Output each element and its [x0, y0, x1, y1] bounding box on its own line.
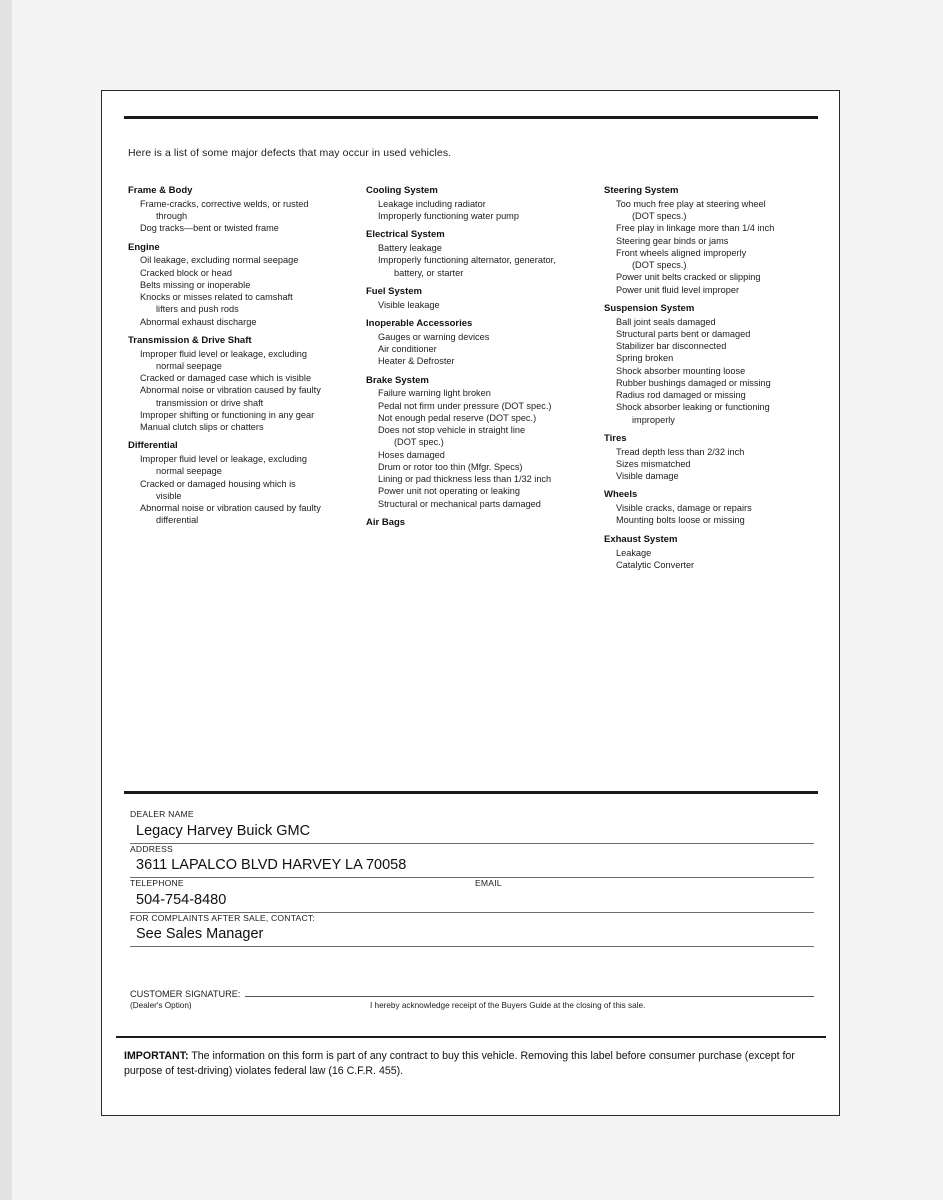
defect-item-text: Catalytic Converter	[616, 559, 695, 570]
defect-item-continuation: lifters and push rods	[156, 304, 239, 315]
important-notice	[124, 1049, 814, 1080]
defect-item	[604, 284, 818, 296]
defect-item-text: Visible leakage	[378, 299, 440, 310]
defect-item	[604, 222, 818, 234]
defect-item-continuation: (DOT specs.)	[632, 260, 687, 271]
defect-item	[128, 316, 366, 328]
defect-item-text: Shock absorber leaking or functioning	[616, 402, 770, 413]
defect-item	[366, 210, 604, 222]
defect-item	[604, 389, 818, 401]
defect-item	[604, 316, 818, 328]
dealer-name-field[interactable]	[130, 809, 814, 844]
defect-item	[128, 348, 366, 372]
defect-item-continuation: transmission or drive shaft	[156, 397, 264, 408]
defect-group-heading: Suspension System	[604, 302, 695, 314]
defect-group-heading: Cooling System	[366, 185, 438, 196]
defect-item-continuation: differential	[156, 515, 199, 526]
defect-item-text: Steering gear binds or jams	[616, 235, 729, 246]
defect-item-continuation: improperly	[632, 414, 675, 425]
defect-item	[366, 400, 604, 412]
defect-item	[128, 198, 366, 222]
defect-item-text: Improperly functioning water pump	[378, 211, 519, 222]
telephone-field[interactable]	[130, 878, 814, 913]
defect-item	[366, 424, 604, 448]
defect-item-text: Failure warning light broken	[378, 388, 491, 399]
defect-item	[366, 331, 604, 343]
defect-item-text: Air conditioner	[378, 344, 437, 355]
email-label: EMAIL	[475, 878, 502, 889]
defect-item-text: Visible cracks, damage or repairs	[616, 503, 752, 514]
defect-item	[128, 453, 366, 477]
defect-item	[128, 372, 366, 384]
defect-item-text: Radius rod damaged or missing	[616, 390, 746, 401]
defect-item	[128, 267, 366, 279]
left-margin-strip	[0, 0, 12, 1200]
defect-item	[366, 412, 604, 424]
defect-item-continuation: visible	[156, 490, 182, 501]
defect-item	[128, 254, 366, 266]
defect-item-continuation: normal seepage	[156, 466, 222, 477]
defect-item-text: Gauges or warning devices	[378, 331, 490, 342]
defect-item	[604, 446, 818, 458]
defect-item	[366, 299, 604, 311]
defect-item	[604, 514, 818, 526]
customer-signature-label: CUSTOMER SIGNATURE:	[130, 989, 241, 999]
important-lead: IMPORTANT:	[124, 1050, 189, 1062]
defect-item-text: Improper fluid level or leakage, excluding	[140, 454, 307, 465]
defect-item-text: Abnormal exhaust discharge	[140, 316, 257, 327]
defect-item	[366, 498, 604, 510]
address-value: 3611 LAPALCO BLVD HARVEY LA 70058	[136, 857, 407, 874]
signature-rule[interactable]	[245, 995, 814, 997]
complaints-field[interactable]	[130, 913, 814, 948]
defect-group-heading: Wheels	[604, 489, 638, 501]
defect-item-text: Structural parts bent or damaged	[616, 328, 751, 339]
defect-item-text: Spring broken	[616, 353, 674, 364]
defect-item	[366, 461, 604, 473]
signature-sub-row	[130, 1001, 814, 1010]
defect-item	[604, 401, 818, 425]
defect-item	[366, 485, 604, 497]
defect-item	[128, 384, 366, 408]
defect-item	[604, 198, 818, 222]
defect-item	[128, 291, 366, 315]
defect-item-text: Visible damage	[616, 471, 679, 482]
defect-group-heading: Steering System	[604, 185, 679, 196]
defect-item-text: Front wheels aligned improperly	[616, 247, 747, 258]
defect-item-continuation: battery, or starter	[394, 267, 464, 278]
defect-group-heading: Engine	[128, 241, 160, 253]
signature-line-row[interactable]	[130, 989, 814, 999]
defect-item-text: Stabilizer bar disconnected	[616, 341, 727, 352]
address-label: ADDRESS	[130, 843, 173, 854]
defect-item-text: Cracked or damaged housing which is	[140, 478, 296, 489]
defect-item-continuation: (DOT spec.)	[394, 437, 444, 448]
telephone-label: TELEPHONE	[130, 878, 184, 889]
defect-item-text: Not enough pedal reserve (DOT spec.)	[378, 412, 537, 423]
defects-columns	[128, 185, 818, 571]
defect-item-text: Abnormal noise or vibration caused by faulty	[140, 385, 321, 396]
defect-item-text: Belts missing or inoperable	[140, 279, 251, 290]
defect-item-text: Mounting bolts loose or missing	[616, 515, 745, 526]
defect-item-text: Manual clutch slips or chatters	[140, 422, 264, 433]
defect-item	[604, 559, 818, 571]
complaints-value: See Sales Manager	[136, 926, 264, 943]
middle-divider	[124, 791, 818, 794]
defects-column-1	[128, 185, 366, 571]
defect-item	[604, 365, 818, 377]
defect-group-heading: Fuel System	[366, 285, 422, 297]
defect-item-text: Drum or rotor too thin (Mfgr. Specs)	[378, 461, 523, 472]
defect-item	[604, 470, 818, 482]
defect-item	[604, 271, 818, 283]
defect-item-text: Power unit fluid level improper	[616, 284, 740, 295]
defect-item-text: Cracked block or head	[140, 267, 232, 278]
defect-item-text: Power unit not operating or leaking	[378, 486, 520, 497]
defect-item	[366, 254, 604, 278]
defect-item	[604, 235, 818, 247]
defect-item	[128, 279, 366, 291]
defect-group-heading: Electrical System	[366, 229, 445, 241]
buyers-guide-form	[101, 90, 840, 1116]
defects-column-3	[604, 185, 818, 571]
defect-item	[366, 242, 604, 254]
defect-item	[128, 502, 366, 526]
defect-item-text: Sizes mismatched	[616, 458, 691, 469]
defect-item-text: Battery leakage	[378, 243, 442, 254]
defect-item	[128, 409, 366, 421]
acknowledgement-note: I hereby acknowledge receipt of the Buyers Guide at the closing of this sale.	[370, 1001, 646, 1010]
complaints-label: FOR COMPLAINTS AFTER SALE, CONTACT:	[130, 912, 315, 923]
defect-item	[604, 340, 818, 352]
defect-item-text: Tread depth less than 2/32 inch	[616, 446, 745, 457]
defect-item-text: Hoses damaged	[378, 449, 445, 460]
defect-item	[604, 328, 818, 340]
defect-item	[604, 502, 818, 514]
defect-group-heading: Transmission & Drive Shaft	[128, 334, 252, 346]
defects-column-2	[366, 185, 604, 571]
address-field[interactable]	[130, 844, 814, 879]
top-divider	[124, 116, 818, 119]
defect-item-text: Shock absorber mounting loose	[616, 365, 746, 376]
defect-group-heading: Air Bags	[366, 516, 406, 528]
defect-item-text: Structural or mechanical parts damaged	[378, 498, 541, 509]
defect-item-text: Oil leakage, excluding normal seepage	[140, 255, 299, 266]
defect-item	[128, 478, 366, 502]
defect-item-text: Does not stop vehicle in straight line	[378, 425, 526, 436]
defect-item-text: Abnormal noise or vibration caused by faulty	[140, 503, 321, 514]
defect-group-heading: Inoperable Accessories	[366, 318, 473, 330]
bottom-divider	[116, 1036, 826, 1038]
defect-item	[128, 421, 366, 433]
defect-group-heading: Frame & Body	[128, 185, 193, 196]
defect-group-heading: Brake System	[366, 374, 429, 386]
dealer-info-fields	[130, 809, 814, 947]
defect-item-text: Free play in linkage more than 1/4 inch	[616, 223, 775, 234]
defect-item-text: Ball joint seals damaged	[616, 316, 716, 327]
defect-item	[366, 449, 604, 461]
defect-item	[366, 473, 604, 485]
defect-item-text: Leakage including radiator	[378, 198, 486, 209]
defect-item-text: Improper fluid level or leakage, excluding	[140, 348, 307, 359]
intro-text: Here is a list of some major defects that may occur in used vehicles.	[128, 147, 452, 159]
defect-item-continuation: normal seepage	[156, 360, 222, 371]
defect-item-text: Knocks or misses related to camshaft	[140, 292, 293, 303]
defect-item-continuation: (DOT specs.)	[632, 211, 687, 222]
defect-item-text: Power unit belts cracked or slipping	[616, 272, 761, 283]
defect-item-text: Too much free play at steering wheel	[616, 198, 766, 209]
defect-item-text: Rubber bushings damaged or missing	[616, 377, 771, 388]
defect-item-text: Improper shifting or functioning in any gear	[140, 409, 315, 420]
defect-item-text: Pedal not firm under pressure (DOT spec.)	[378, 400, 552, 411]
defect-item	[604, 352, 818, 364]
defect-item	[604, 458, 818, 470]
defect-item-text: Dog tracks—bent or twisted frame	[140, 223, 279, 234]
defect-item-text: Improperly functioning alternator, generator,	[378, 255, 556, 266]
defect-item	[366, 355, 604, 367]
defect-item-text: Leakage	[616, 547, 652, 558]
defect-group-heading: Tires	[604, 432, 627, 444]
dealer-name-label: DEALER NAME	[130, 809, 194, 819]
important-text: The information on this form is part of any contract to buy this vehicle. Removing this label before consumer purchase (except for purpose of test-driving) violates federal law (16 C.F.R. 455).	[124, 1050, 795, 1078]
defect-item-text: Heater & Defroster	[378, 356, 455, 367]
defect-item	[366, 387, 604, 399]
defect-group-heading: Exhaust System	[604, 533, 678, 545]
dealers-option-note: (Dealer's Option)	[130, 1001, 192, 1010]
telephone-value: 504-754-8480	[136, 891, 227, 908]
defect-item-text: Cracked or damaged case which is visible	[140, 373, 312, 384]
defect-item	[604, 377, 818, 389]
defect-item-continuation: through	[156, 211, 188, 222]
defect-item	[366, 343, 604, 355]
defect-group-heading: Differential	[128, 440, 178, 452]
defect-item	[604, 247, 818, 271]
defect-item-text: Frame-cracks, corrective welds, or rusted	[140, 198, 309, 209]
defect-item	[128, 222, 366, 234]
defect-item	[604, 547, 818, 559]
signature-block	[130, 989, 814, 1010]
dealer-name-value: Legacy Harvey Buick GMC	[136, 822, 311, 839]
defect-item-text: Lining or pad thickness less than 1/32 inch	[378, 474, 552, 485]
defect-item	[366, 198, 604, 210]
